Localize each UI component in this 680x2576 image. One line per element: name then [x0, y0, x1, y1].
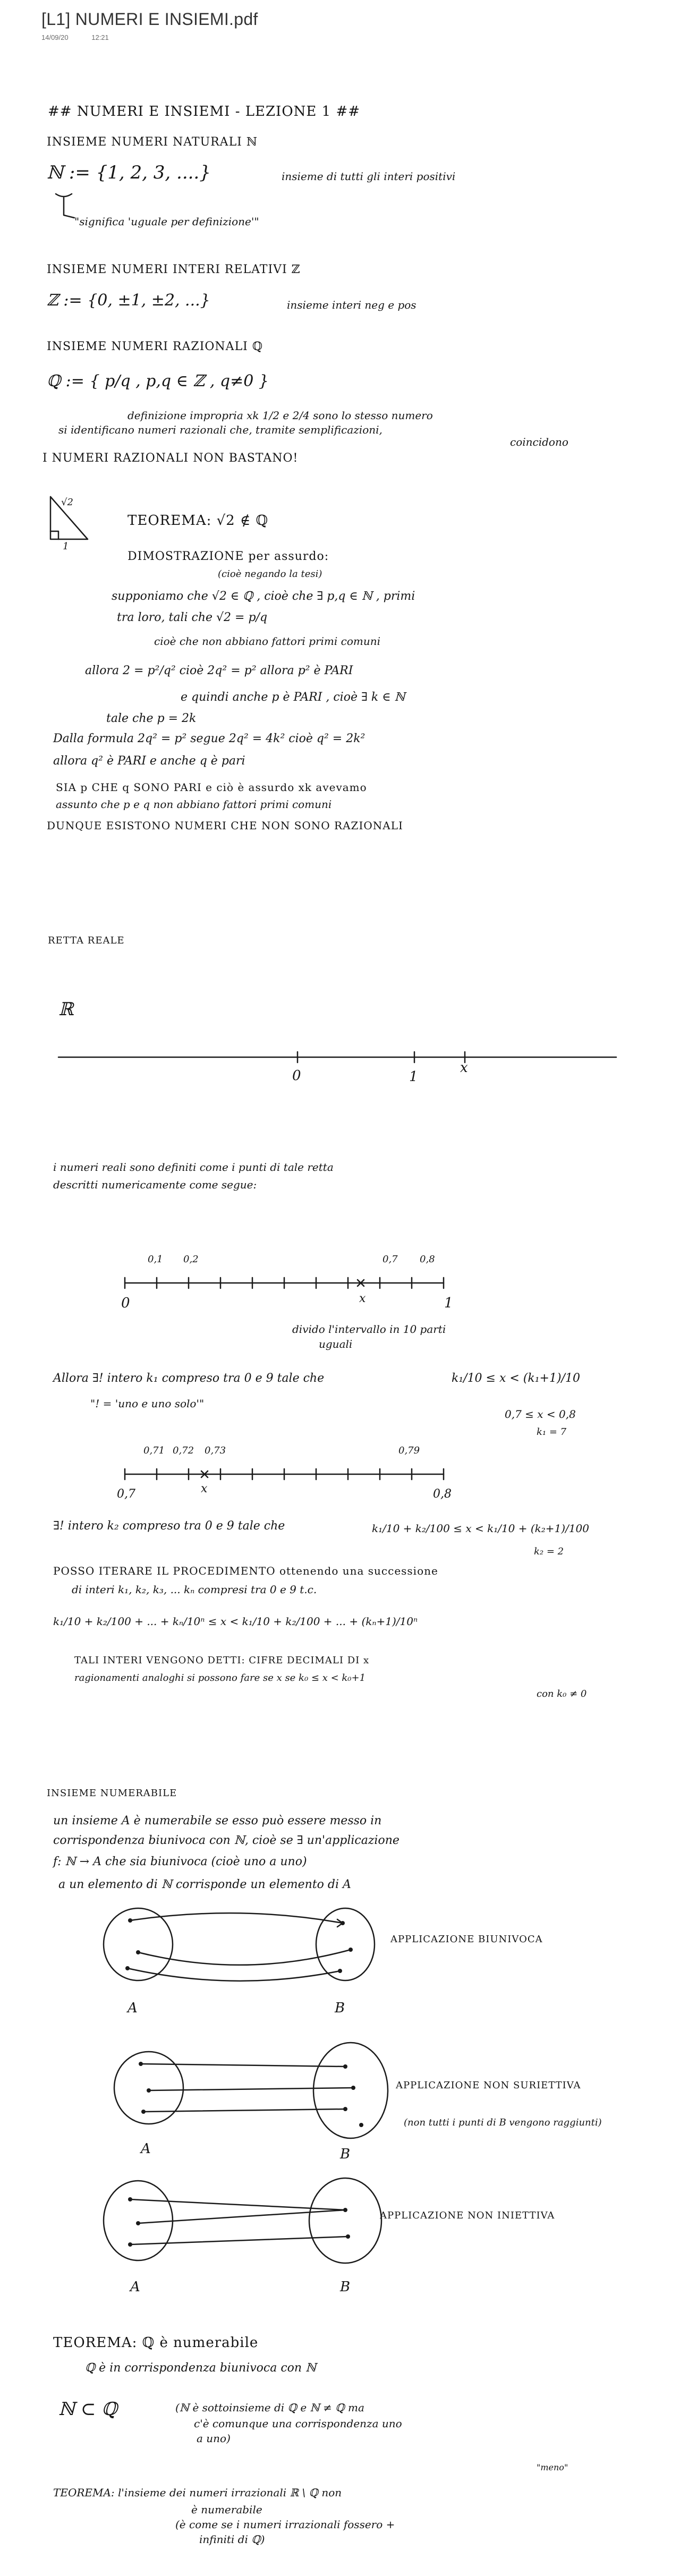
real-line-axis — [53, 1041, 627, 1073]
axis2-x: x — [201, 1482, 208, 1495]
tick-label-0-79: 0,79 — [398, 1445, 420, 1456]
proof-heading: DIMOSTRAZIONE per assurdo: — [128, 550, 329, 563]
proof-line-8: allora q² è PARI e anche q è pari — [53, 754, 245, 768]
iterate-line-1: POSSO ITERARE IL PROCEDIMENTO ottenendo una successione — [53, 1565, 438, 1577]
axis1-zero: 0 — [121, 1295, 130, 1311]
natural-numbers-definition: ℕ := {1, 2, 3, ....} — [47, 162, 211, 183]
proof-line-4: allora 2 = p²/q² cioè 2q² = p² allora p² è PARI — [85, 664, 353, 677]
n-subset-q: ℕ ⊂ ℚ — [58, 2399, 117, 2420]
tick-label-0-71: 0,71 — [143, 1445, 165, 1456]
triangle-hypotenuse-label: √2 — [61, 497, 73, 508]
integers-label: INSIEME NUMERI INTERI RELATIVI ℤ — [47, 263, 301, 276]
brace-arrow-drawing — [53, 191, 85, 223]
document-time: 12:21 — [91, 33, 109, 41]
divide-note: divido l'intervallo in 10 parti — [292, 1323, 446, 1336]
rationals-note-1: definizione impropria xk 1/2 e 2/4 sono lo stesso numero — [128, 409, 433, 422]
proof-line-6: tale che p = 2k — [106, 712, 197, 725]
minus-note: "meno" — [537, 2462, 568, 2472]
k1-inequality: k₁/10 ≤ x < (k₁+1)/10 — [452, 1372, 580, 1385]
unique-note: "! = 'uno e uno solo'" — [90, 1397, 205, 1410]
note-header — [41, 10, 258, 41]
numerable-heading: INSIEME NUMERABILE — [47, 1788, 177, 1799]
numerable-def-2: corrispondenza biunivoca con ℕ, cioè se ∃ un'applicazione — [53, 1834, 400, 1847]
real-line-zero: 0 — [292, 1068, 301, 1084]
document-meta — [41, 33, 258, 41]
axis1-x: x — [359, 1292, 366, 1305]
rationals-label: INSIEME NUMERI RAZIONALI ℚ — [47, 340, 264, 353]
decimal-axis-2 — [117, 1461, 457, 1487]
lesson-heading: ## NUMERI E INSIEMI - LEZIONE 1 ## — [48, 104, 361, 120]
rationals-note-2: si identificano numeri razionali che, tramite semplificazioni, — [58, 423, 382, 436]
real-line-symbol: ℝ — [58, 999, 74, 1020]
theorem-irrationals-2: è numerabile — [191, 2503, 262, 2516]
non-surjective-map-drawing — [96, 2040, 393, 2146]
tick-label-0-2: 0,2 — [183, 1254, 199, 1265]
real-line-desc-1: i numeri reali sono definiti come i punti di tale retta — [53, 1161, 334, 1174]
definition-symbol-note: "significa 'uguale per definizione'" — [74, 215, 259, 228]
theorem-irrationals-4: infiniti di ℚ) — [199, 2533, 265, 2546]
proof-line-3: cioè che non abbiano fattori primi comuni — [154, 635, 380, 648]
document-date: 14/09/20 — [41, 33, 69, 41]
rationals-note-3: coincidono — [510, 436, 568, 448]
set-b-label-2: B — [340, 2146, 351, 2162]
natural-numbers-label: INSIEME NUMERI NATURALI ℕ — [47, 135, 258, 149]
document-title: [L1] NUMERI E INSIEMI.pdf — [41, 10, 258, 29]
numerable-def-3: f: ℕ → A che sia biunivoca (cioè uno a uno) — [53, 1855, 307, 1868]
tick-label-0-1: 0,1 — [148, 1254, 163, 1265]
proof-line-1: supponiamo che √2 ∈ ℚ , cioè che ∃ p,q ∈ ℕ , primi — [112, 590, 415, 603]
decimal-series: k₁/10 + k₂/100 + ... + kₙ/10ⁿ ≤ x < k₁/10 + k₂/100 + ... + (kₙ+1)/10ⁿ — [53, 1615, 418, 1628]
theorem-q-bijection: ℚ è in corrispondenza biunivoca con ℕ — [85, 2361, 317, 2375]
axis1-one: 1 — [444, 1295, 453, 1311]
non-surjective-note: (non tutti i punti di B vengono raggiunti) — [404, 2117, 602, 2128]
theorem-irrationals-3: (è come se i numeri irrazionali fossero + — [175, 2518, 395, 2531]
k1-statement: Allora ∃! intero k₁ compreso tra 0 e 9 tale che — [53, 1372, 325, 1385]
axis2-right: 0,8 — [433, 1487, 452, 1501]
integers-note: insieme interi neg e pos — [287, 299, 416, 311]
rationals-definition: ℚ := { p/q , p,q ∈ ℤ , q≠0 } — [47, 372, 269, 390]
divide-note-2: uguali — [319, 1338, 353, 1350]
tick-label-0-72: 0,72 — [173, 1445, 194, 1456]
numerable-def-4: a un elemento di ℕ corrisponde un elemento di A — [58, 1878, 351, 1891]
n-subset-q-note-3: a uno) — [197, 2432, 231, 2445]
tick-label-0-7: 0,7 — [382, 1254, 398, 1265]
bijective-map-drawing — [96, 1899, 393, 1995]
iterate-line-2: di interi k₁, k₂, k₃, ... kₙ compresi tra 0 e 9 t.c. — [72, 1583, 317, 1596]
theorem-q-numerable: TEOREMA: ℚ è numerabile — [53, 2335, 259, 2351]
non-surjective-caption: APPLICAZIONE NON SURIETTIVA — [396, 2080, 581, 2091]
proof-line-2: tra loro, tali che √2 = p/q — [117, 611, 268, 624]
decimal-axis-1 — [117, 1270, 457, 1296]
proof-subheading: (cioè negando la tesi) — [218, 568, 322, 580]
proof-line-9: SIA p CHE q SONO PARI e ciò è assurdo xk avevamo — [56, 781, 367, 794]
axis2-left: 0,7 — [117, 1487, 135, 1501]
tick-label-0-73: 0,73 — [205, 1445, 226, 1456]
k1-numeric: 0,7 ≤ x < 0,8 — [505, 1408, 576, 1421]
k2-inequality: k₁/10 + k₂/100 ≤ x < k₁/10 + (k₂+1)/100 — [372, 1522, 590, 1535]
non-injective-caption: APPLICAZIONE NON INIETTIVA — [380, 2210, 555, 2221]
real-line-x: x — [460, 1060, 468, 1076]
numerable-def-1: un insieme A è numerabile se esso può essere messo in — [53, 1814, 382, 1827]
k1-value: k₁ = 7 — [537, 1426, 567, 1438]
set-a-label-2: A — [141, 2141, 151, 2157]
theorem-sqrt2-title: TEOREMA: √2 ∉ ℚ — [128, 513, 269, 529]
real-line-one: 1 — [409, 1069, 418, 1085]
natural-numbers-note: insieme di tutti gli interi positivi — [282, 170, 456, 183]
n-subset-q-note-1: (ℕ è sottoinsieme di ℚ e ℕ ≠ ℚ ma — [175, 2401, 364, 2414]
real-line-heading: RETTA REALE — [48, 935, 125, 946]
n-subset-q-note-2: c'è comunque una corrispondenza uno — [194, 2417, 402, 2430]
set-a-label-1: A — [128, 2000, 138, 2016]
triangle-side-label: 1 — [63, 541, 69, 552]
set-b-label-1: B — [335, 2000, 345, 2016]
digits-definition: TALI INTERI VENGONO DETTI: CIFRE DECIMALI DI x — [74, 1655, 370, 1666]
proof-line-7: Dalla formula 2q² = p² segue 2q² = 4k² cioè q² = 2k² — [53, 732, 366, 745]
digits-note: ragionamenti analoghi si possono fare se x se k₀ ≤ x < k₀+1 — [74, 1672, 366, 1684]
k2-statement: ∃! intero k₂ compreso tra 0 e 9 tale che — [53, 1519, 285, 1533]
integers-definition: ℤ := {0, ±1, ±2, ...} — [47, 291, 210, 310]
proof-line-5: e quindi anche p è PARI , cioè ∃ k ∈ ℕ — [181, 691, 405, 704]
proof-line-10: assunto che p e q non abbiano fattori primi comuni — [56, 798, 332, 811]
proof-conclusion: DUNQUE ESISTONO NUMERI CHE NON SONO RAZIONALI — [47, 819, 403, 832]
digits-note-2: con k₀ ≠ 0 — [537, 1688, 587, 1699]
k2-value: k₂ = 2 — [534, 1546, 564, 1557]
set-b-label-3: B — [340, 2279, 351, 2295]
rationals-not-enough: I NUMERI RAZIONALI NON BASTANO! — [42, 452, 299, 465]
non-injective-map-drawing — [96, 2173, 393, 2274]
real-line-desc-2: descritti numericamente come segue: — [53, 1178, 257, 1191]
tick-label-0-8: 0,8 — [420, 1254, 435, 1265]
set-a-label-3: A — [130, 2279, 140, 2295]
bijective-caption: APPLICAZIONE BIUNIVOCA — [390, 1934, 543, 1945]
theorem-irrationals: TEOREMA: l'insieme dei numeri irrazionali ℝ \ ℚ non — [53, 2486, 342, 2499]
